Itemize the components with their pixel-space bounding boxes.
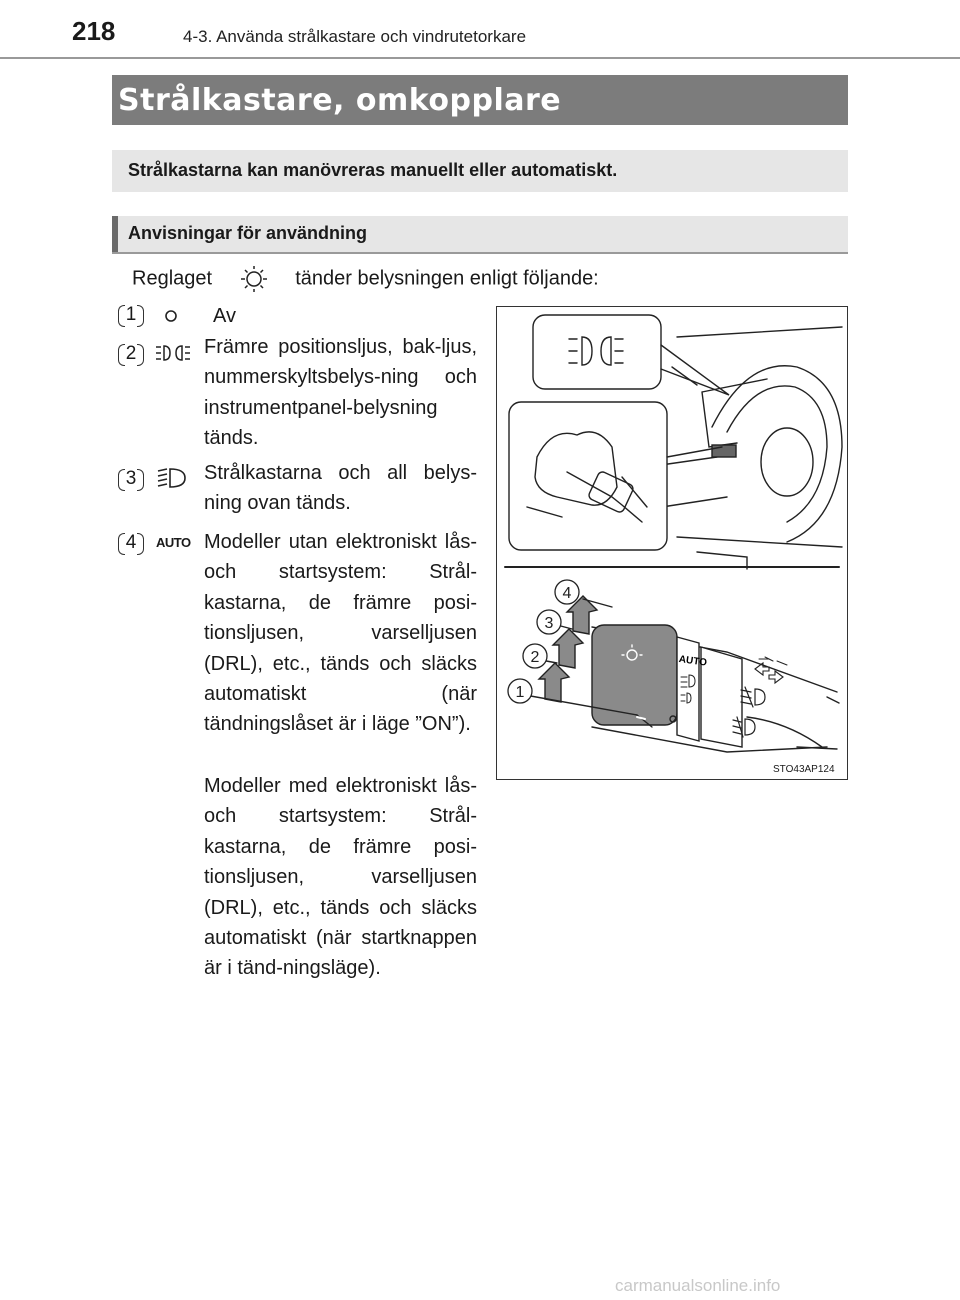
illustration-frame bbox=[496, 306, 848, 780]
callout-bubble-top bbox=[533, 315, 661, 389]
lead-after: tänder belysningen enligt följande: bbox=[295, 267, 599, 290]
callout-2: 2 bbox=[530, 649, 540, 666]
figure-code: STO43AP124 bbox=[773, 764, 835, 775]
item-text-3: Strålkastarna och all belys-ning ovan tänds. bbox=[204, 462, 477, 515]
callout-3: 3 bbox=[544, 615, 554, 632]
item-number-4: 4 bbox=[118, 530, 144, 556]
off-icon bbox=[163, 308, 179, 324]
item-number-3: 3 bbox=[118, 466, 144, 492]
item-number-1: 1 bbox=[118, 302, 144, 328]
subheading-rule bbox=[112, 252, 848, 254]
item-text-2: Främre positionsljus, bak-ljus, nummerskyltsbelys-ning och instrumentpanel-belysning tänds. bbox=[204, 336, 477, 450]
page-number: 218 bbox=[72, 16, 116, 46]
arrow-1 bbox=[539, 663, 569, 702]
intro-text: Strålkastarna kan manövreras manuellt eller automatiskt. bbox=[128, 160, 618, 180]
section-title: 4-3. Använda strålkastare och vindrutetorkare bbox=[183, 27, 527, 46]
subheading: Anvisningar för användning bbox=[128, 223, 368, 243]
header-rule bbox=[0, 57, 960, 59]
item-text-4: Modeller utan elektroniskt lås- och startsystem: Strål-kastarna, de främre posi-tionsljusen, varselljusen (DRL), etc., tänds och släcks automatiskt (när tändningslåset är i läge ”ON”). bbox=[204, 531, 477, 736]
item-text-4-models-with-smart-key: Modeller med elektroniskt lås- och startsystem: Strål-kastarna, de främre posi-tionsljusen, varselljusen (DRL), etc., tänds och släcks automatiskt (när startknappen är i tänd-ningsläge). bbox=[204, 775, 477, 980]
lever-grip bbox=[592, 625, 677, 725]
steering-hub bbox=[761, 428, 813, 496]
lead-before: Reglaget bbox=[132, 267, 213, 290]
lever-auto-label: AUTO bbox=[678, 653, 708, 669]
auto-label: AUTO bbox=[156, 535, 191, 550]
item-text-1: Av bbox=[213, 305, 236, 327]
callout-bubble-hand bbox=[509, 402, 667, 550]
callout-1: 1 bbox=[515, 684, 525, 701]
item-number-2: 2 bbox=[118, 341, 144, 367]
watermark: carmanualsonline.info bbox=[615, 1276, 781, 1295]
headlight-icon bbox=[157, 466, 187, 490]
callout-4: 4 bbox=[562, 585, 572, 602]
page-title: Strålkastare, omkopplare bbox=[118, 83, 562, 118]
lead-sentence bbox=[132, 265, 599, 293]
headlight-switch-icon bbox=[230, 265, 278, 293]
position-light-icon bbox=[155, 342, 191, 364]
arrow-2 bbox=[553, 629, 583, 668]
headlight-switch-illustration bbox=[497, 307, 847, 779]
